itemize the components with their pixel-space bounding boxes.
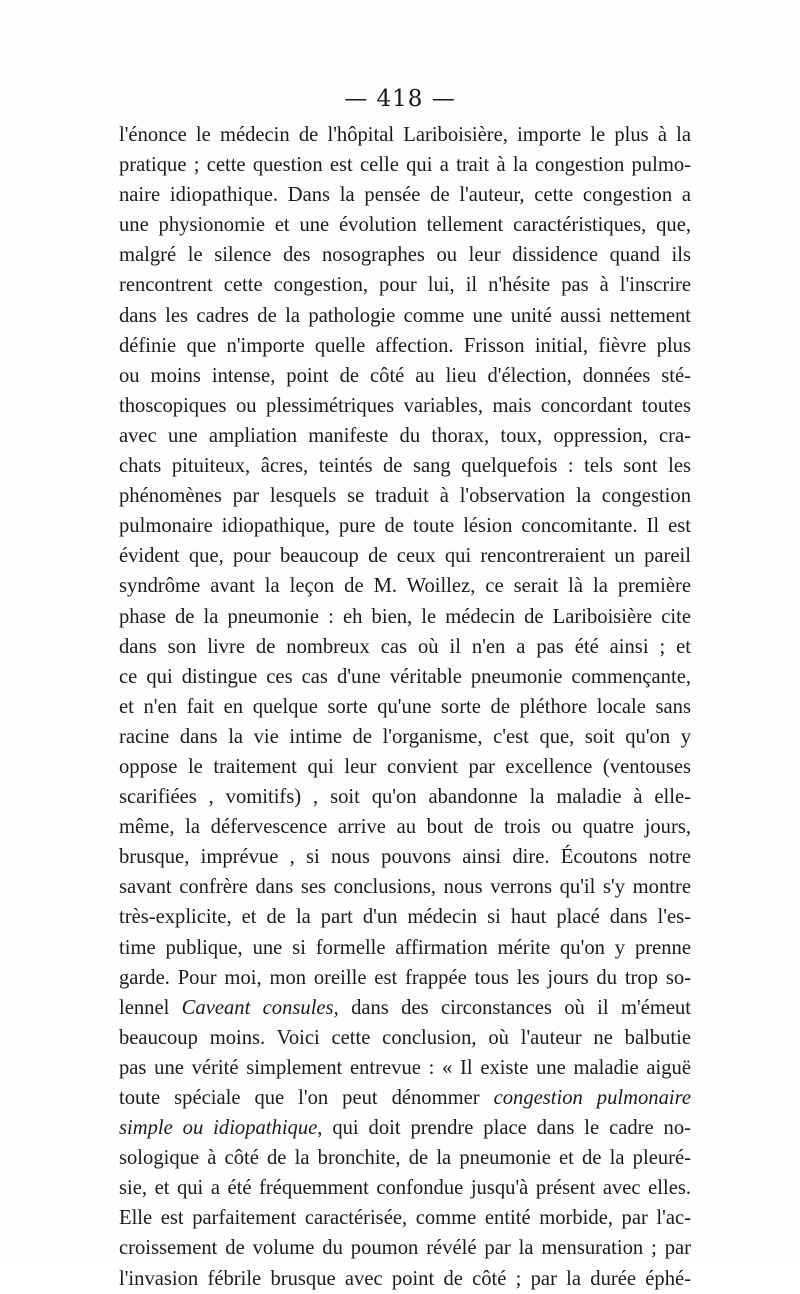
- text-line: rencontrent cette congestion, pour lui, il n'hésite pas à l'inscrire: [119, 274, 691, 297]
- text-line: dans les cadres de la pathologie comme une unité aussi nettement: [119, 304, 691, 327]
- text-line: même, la défervescence arrive au bout de trois ou quatre jours,: [119, 816, 691, 839]
- italic-text: simple ou idiopathique: [119, 1117, 318, 1140]
- text-line: chats pituiteux, âcres, teintés de sang quelquefois : tels sont les: [119, 455, 691, 478]
- text-line: naire idiopathique. Dans la pensée de l'auteur, cette congestion a: [119, 184, 691, 207]
- text-line: malgré le silence des nosographes ou leur dissidence quand ils: [119, 244, 691, 267]
- text-line: beaucoup moins. Voici cette conclusion, où l'auteur ne balbutie: [119, 1026, 691, 1049]
- text-line: et n'en fait en quelque sorte qu'une sorte de pléthore locale sans: [119, 695, 691, 718]
- text-line: très-explicite, et de la part d'un médecin si haut placé dans l'es-: [119, 906, 691, 929]
- text-line: sie, et qui a été fréquemment confondue jusqu'à présent avec elles.: [119, 1177, 691, 1200]
- text-line: pas une vérité simplement entrevue : « Il existe une maladie aiguë: [119, 1056, 691, 1079]
- text-line: pulmonaire idiopathique, pure de toute lésion concomitante. Il est: [119, 515, 691, 538]
- text-line: pratique ; cette question est celle qui a trait à la congestion pulmo-: [119, 154, 691, 177]
- text-line: syndrôme avant la leçon de M. Woillez, ce serait là la première: [119, 575, 691, 598]
- text-line: ou moins intense, point de côté au lieu d'élection, données sté-: [119, 364, 691, 387]
- text-line: brusque, imprévue , si nous pouvons ainsi dire. Écoutons notre: [119, 846, 691, 869]
- italic-text: congestion pulmonaire: [493, 1087, 691, 1109]
- text-line: scarifiées , vomitifs) , soit qu'on abandonne la maladie à elle-: [119, 786, 691, 809]
- text-line: time publique, une si formelle affirmation mérite qu'on y prenne: [119, 936, 691, 959]
- text-line: savant confrère dans ses conclusions, nous verrons qu'il s'y montre: [119, 876, 691, 899]
- text-line: dans son livre de nombreux cas où il n'en a pas été ainsi ; et: [119, 635, 691, 658]
- page-number: — 418 —: [344, 86, 456, 112]
- text-line: une physionomie et une évolution tellement caractéristiques, que,: [119, 214, 691, 237]
- text-line: oppose le traitement qui leur convient par excellence (ventouses: [119, 755, 691, 778]
- text-line: phase de la pneumonie : eh bien, le médecin de Lariboisière cite: [119, 605, 691, 628]
- text-line: phénomènes par lesquels se traduit à l'observation la congestion: [119, 485, 691, 508]
- text-line: l'énonce le médecin de l'hôpital Lariboisière, importe le plus à la: [119, 124, 691, 146]
- text-line: sologique à côté de la bronchite, de la pneumonie et de la pleuré-: [119, 1147, 691, 1170]
- text-line: lennel Caveant consules, dans des circonstances où il m'émeut: [119, 996, 691, 1019]
- text-line: ce qui distingue ces cas d'une véritable pneumonie commençante,: [119, 665, 691, 688]
- body-text: [119, 120, 691, 1294]
- text-line: avec une ampliation manifeste du thorax, toux, oppression, cra-: [119, 424, 691, 447]
- text-line: toute spéciale que l'on peut dénommer congestion pulmonaire: [119, 1087, 691, 1109]
- italic-text: Caveant consules: [181, 996, 334, 1019]
- text-line: l'invasion fébrile brusque avec point de côté ; par la durée éphé-: [119, 1267, 691, 1290]
- text-line: garde. Pour moi, mon oreille est frappée tous les jours du trop so-: [119, 966, 691, 989]
- text-line: racine dans la vie intime de l'organisme, c'est que, soit qu'on y: [119, 725, 691, 748]
- text-line: Elle est parfaitement caractérisée, comme entité morbide, par l'ac-: [119, 1207, 691, 1230]
- text-line: définie que n'importe quelle affection. Frisson initial, fièvre plus: [119, 334, 691, 357]
- text-line: évident que, pour beaucoup de ceux qui rencontreraient un pareil: [119, 545, 691, 568]
- text-line: simple ou idiopathique, qui doit prendre place dans le cadre no-: [119, 1117, 691, 1140]
- text-line: croissement de volume du poumon révélé par la mensuration ; par: [119, 1237, 691, 1260]
- text-line: thoscopiques ou plessimétriques variables, mais concordant toutes: [119, 394, 691, 417]
